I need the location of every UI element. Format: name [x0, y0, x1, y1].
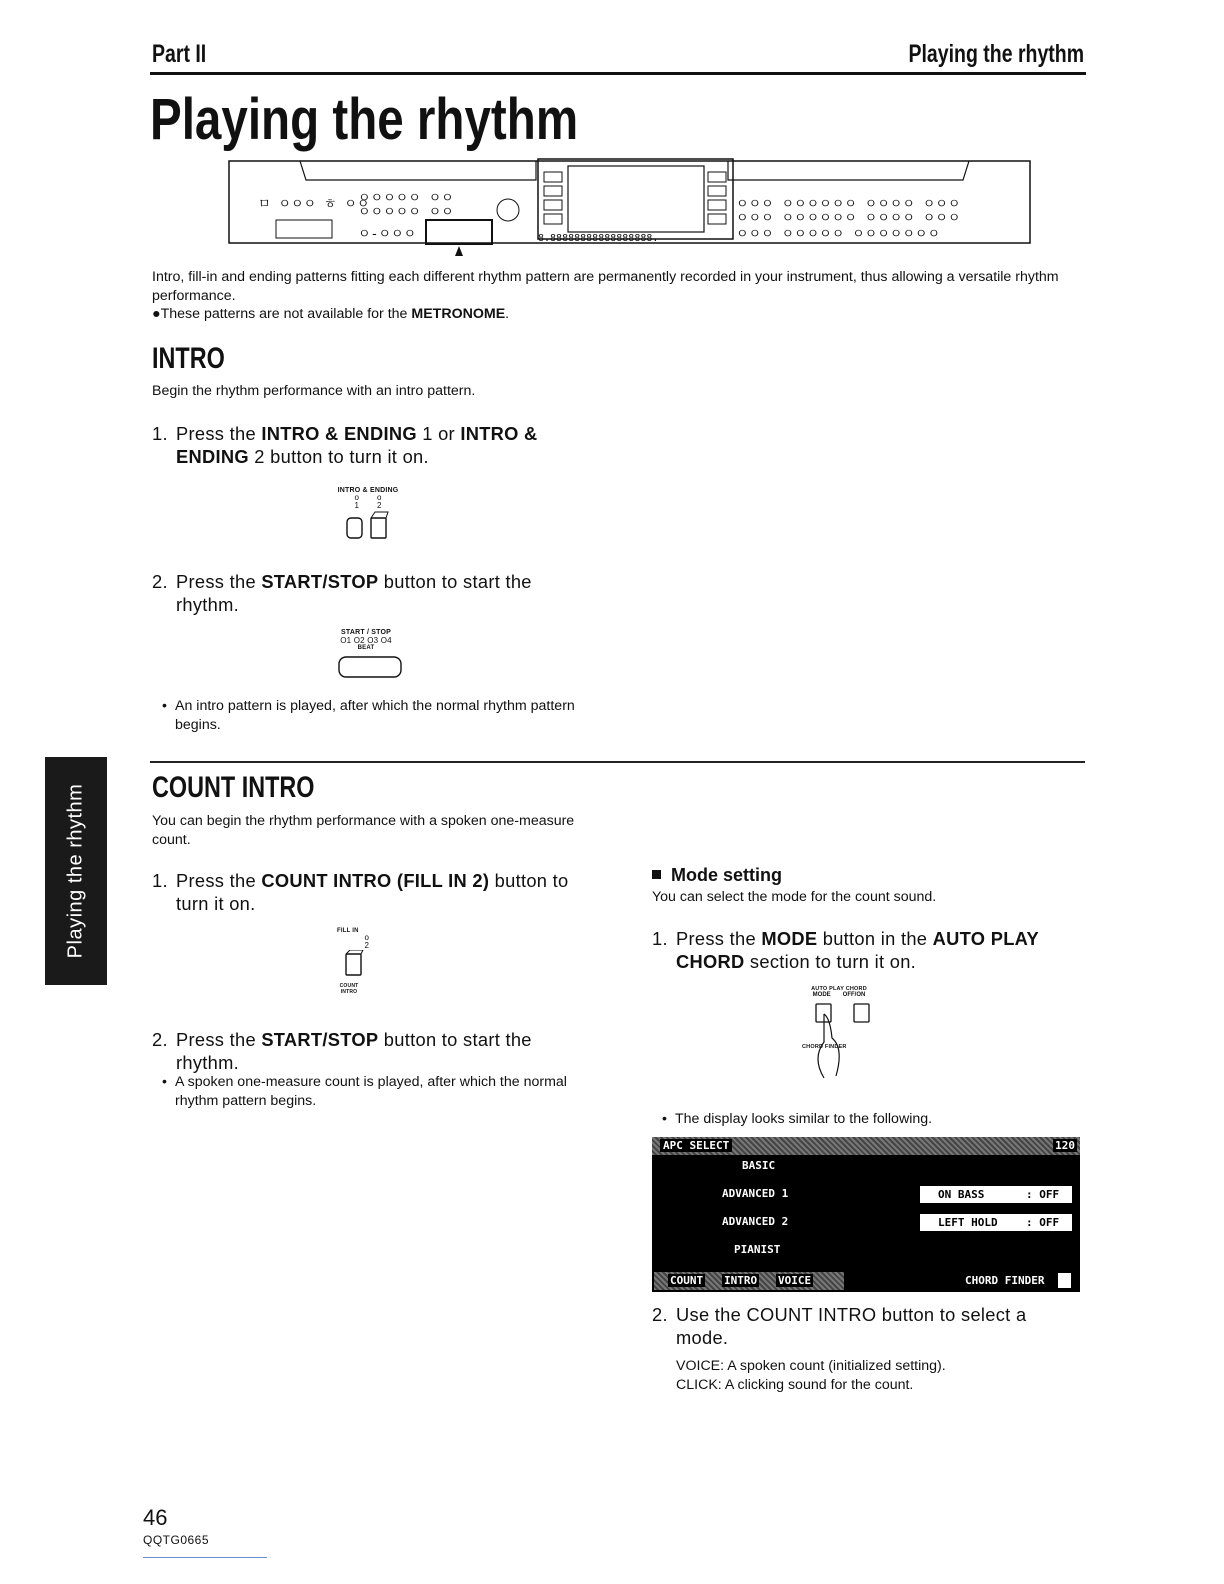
- start-stop-button[interactable]: [339, 657, 401, 677]
- lcd-chord-finder-icon: [1058, 1273, 1071, 1288]
- intro-section-desc: Begin the rhythm performance with an intro pattern.: [152, 383, 476, 399]
- lcd-chord-finder[interactable]: CHORD FINDER: [965, 1274, 1045, 1287]
- lcd-option-left-hold[interactable]: LEFT HOLD : OFF: [920, 1214, 1072, 1231]
- lcd-item-basic[interactable]: BASIC: [742, 1159, 776, 1172]
- intro-ending-buttons: INTRO & ENDING o 1 o 2: [333, 487, 403, 545]
- keyboard-panel-illustration: [228, 158, 1032, 258]
- intro-step-1: 1. Press the INTRO & ENDING 1 or INTRO & ENDING 2 button to turn it on.: [152, 423, 538, 467]
- lcd-item-pianist[interactable]: PIANIST: [734, 1243, 781, 1256]
- count-intro-step-1: 1. Press the COUNT INTRO (FILL IN 2) button to turn it on.: [152, 870, 569, 914]
- intro-ending-1-button[interactable]: [347, 518, 362, 538]
- intro-section-title: INTRO: [152, 342, 225, 375]
- svg-text:ㅇㅇㅇ ㅇㅇㅇㅇㅇㅇ ㅇㅇㅇㅇ ㅇㅇㅇ: ㅇㅇㅇ ㅇㅇㅇㅇㅇㅇ ㅇㅇㅇㅇ ㅇㅇㅇ: [736, 197, 961, 212]
- intro-note: ●These patterns are not available for the METRONOME.: [152, 306, 510, 322]
- mode-click-desc: CLICK: A clicking sound for the count.: [676, 1377, 914, 1393]
- lcd-tab-intro[interactable]: INTRO: [724, 1274, 758, 1287]
- mode-setting-desc: You can select the mode for the count sound.: [652, 889, 937, 905]
- count-intro-desc: You can begin the rhythm performance with a spoken one-measure count.: [152, 813, 575, 848]
- start-stop-button-figure: START / STOP O1 O2 O3 O4 BEAT: [326, 629, 406, 684]
- svg-text:ㅇㅇㅇㅇㅇ ㅇㅇ: ㅇㅇㅇㅇㅇ ㅇㅇ: [358, 191, 454, 206]
- intro-step-2: 2. Press the START/STOP button to start the rhythm.: [152, 571, 532, 615]
- count-intro-section-title: COUNT INTRO: [152, 771, 315, 804]
- document-code: QQTG0665: [143, 1533, 210, 1547]
- off-on-button[interactable]: [854, 1004, 869, 1022]
- lcd-display: [652, 1137, 1080, 1292]
- mode-step-2: 2. Use the COUNT INTRO button to select a mode.: [652, 1304, 1027, 1348]
- display-note: • The display looks similar to the following.: [662, 1111, 933, 1127]
- lcd-header-title: APC SELECT: [660, 1139, 732, 1152]
- mode-step-1: 1. Press the MODE button in the AUTO PLAY CHORD section to turn it on.: [652, 928, 1039, 972]
- lcd-tab-count[interactable]: COUNT: [670, 1274, 704, 1287]
- intro-paragraph: Intro, fill-in and ending patterns fitting each different rhythm pattern are permanently recorded in your instrument, thus allowing a versatile rhythm performance.: [152, 269, 1059, 304]
- running-title: Playing the rhythm: [908, 40, 1084, 68]
- count-intro-note: • A spoken one-measure count is played, after which the normal rhythm pattern begins.: [162, 1074, 567, 1109]
- part-label: Part II: [152, 40, 207, 68]
- count-intro-step-2: 2. Press the START/STOP button to start the rhythm.: [152, 1029, 532, 1073]
- section-divider: [150, 761, 1085, 763]
- intro-ending-2-button[interactable]: [371, 518, 386, 538]
- footer-rule: [143, 1557, 267, 1558]
- count-intro-button[interactable]: [346, 954, 361, 975]
- svg-text:ㅁ ㅇㅇㅇ ㅎ ㅇㅇ: ㅁ ㅇㅇㅇ ㅎ ㅇㅇ: [258, 197, 370, 212]
- lcd-footer: [652, 1270, 1080, 1292]
- lcd-tab-voice[interactable]: VOICE: [778, 1274, 812, 1287]
- header-rule: [150, 72, 1086, 75]
- lcd-header-tempo: 120: [1055, 1139, 1075, 1152]
- lcd-item-advanced-1[interactable]: ADVANCED 1: [722, 1187, 789, 1200]
- mode-voice-desc: VOICE: A spoken count (initialized setting).: [676, 1358, 946, 1374]
- mode-setting-heading: Mode setting: [652, 865, 782, 886]
- auto-play-chord-figure: AUTO PLAY CHORD MODE OFF/ON CHORD FINDER: [794, 986, 884, 1103]
- svg-text:ㅇ-ㅇㅇㅇ: ㅇ-ㅇㅇㅇ: [358, 227, 417, 242]
- fill-in-2-button-figure: FILL IN o 2 COUNT INTRO: [337, 928, 369, 995]
- page-number: 46: [143, 1505, 168, 1530]
- lcd-item-advanced-2[interactable]: ADVANCED 2: [722, 1215, 789, 1228]
- svg-text:8.88888888888888888.: 8.88888888888888888.: [538, 233, 659, 244]
- intro-note-played: • An intro pattern is played, after which the normal rhythm pattern begins.: [162, 698, 575, 733]
- lcd-option-on-bass[interactable]: ON BASS : OFF: [920, 1186, 1072, 1203]
- svg-text:ㅇㅇㅇ ㅇㅇㅇㅇㅇㅇ ㅇㅇㅇㅇ ㅇㅇㅇ: ㅇㅇㅇ ㅇㅇㅇㅇㅇㅇ ㅇㅇㅇㅇ ㅇㅇㅇ: [736, 211, 961, 226]
- page-title: Playing the rhythm: [150, 87, 579, 152]
- svg-text:ㅇㅇㅇㅇㅇ ㅇㅇ: ㅇㅇㅇㅇㅇ ㅇㅇ: [358, 205, 454, 220]
- svg-text:ㅇㅇㅇ ㅇㅇㅇㅇㅇ ㅇㅇㅇㅇㅇㅇㅇ: ㅇㅇㅇ ㅇㅇㅇㅇㅇ ㅇㅇㅇㅇㅇㅇㅇ: [736, 227, 941, 242]
- side-tab: Playing the rhythm: [45, 757, 107, 985]
